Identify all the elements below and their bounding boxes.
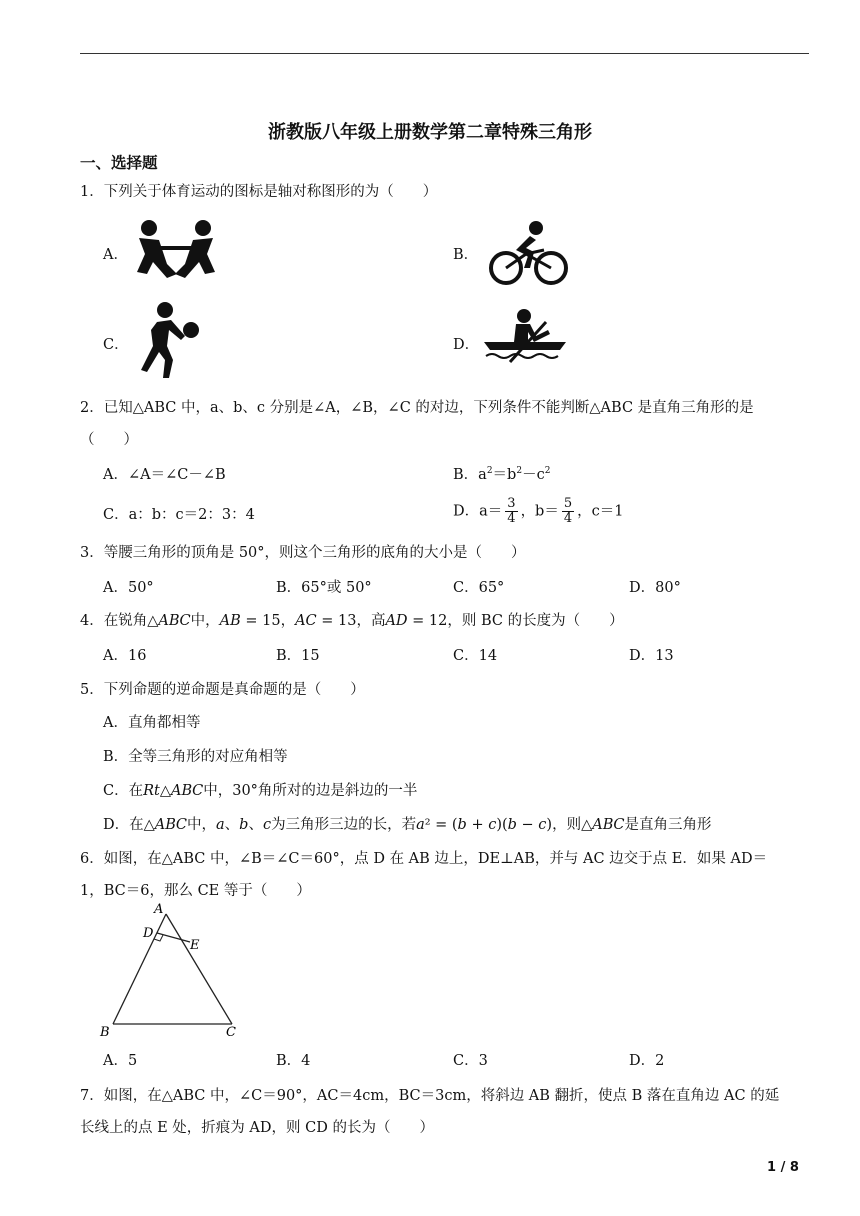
q3-option-c: C．65°	[453, 580, 505, 596]
label-c: C	[226, 1025, 236, 1040]
question-6-stem: 6．如图，在△ABC 中，∠B＝∠C＝60°，点 D 在 AB 边上，DE⊥AB，并与 AC 边交于点 E．如果 AD＝	[80, 851, 768, 867]
q5-option-d: D．在△𝐴𝐵𝐶中，𝑎、𝑏、𝑐为三角形三边的长，若𝑎² = (𝑏 + 𝑐)(𝑏 − 𝑐)，则△𝐴𝐵𝐶是直角三角形	[103, 817, 712, 833]
q4-option-c: C．14	[453, 648, 498, 664]
question-1-stem: 1．下列关于体育运动的图标是轴对称图形的为（ ）	[80, 184, 438, 200]
label-d: D	[143, 926, 154, 941]
label-e: E	[190, 938, 200, 953]
question-6-stem-cont: 1，BC＝6，那么 CE 等于（ ）	[80, 883, 311, 899]
q6-option-d: D．2	[629, 1053, 665, 1069]
label-a: A	[154, 902, 164, 917]
question-7-stem: 7．如图，在△ABC 中，∠C＝90°，AC＝4cm，BC＝3cm，将斜边 AB 翻折，使点 B 落在直角边 AC 的延	[80, 1088, 780, 1104]
q5-option-b: B．全等三角形的对应角相等	[103, 749, 288, 765]
q4-option-a: A．16	[103, 648, 147, 664]
q5-option-c: C．在𝑅𝑡△𝐴𝐵𝐶中，30°角所对的边是斜边的一半	[103, 783, 418, 799]
q4-option-d: D．13	[629, 648, 674, 664]
q1-option-c: C．	[103, 337, 129, 353]
section-heading: 一、选择题	[80, 154, 158, 172]
q5-option-a: A．直角都相等	[103, 715, 201, 731]
rowing-icon	[482, 308, 568, 364]
q4-option-b: B．15	[276, 648, 320, 664]
q2-option-a: A．∠A＝∠C－∠B	[103, 467, 226, 483]
page-title: 浙教版八年级上册数学第二章特殊三角形	[268, 122, 592, 143]
q1-option-b: B．	[453, 247, 479, 263]
question-2-stem-cont: （ ）	[80, 432, 138, 448]
q1-option-d: D．	[453, 337, 480, 353]
q6-option-b: B．4	[276, 1053, 311, 1069]
q2-option-c: C．a：b：c＝2：3：4	[103, 507, 255, 523]
q6-option-a: A．5	[103, 1053, 138, 1069]
q1-option-a: A．	[103, 247, 128, 263]
label-b: B	[100, 1025, 110, 1040]
question-7-stem-cont: 长线上的点 E 处，折痕为 AD，则 CD 的长为（ ）	[80, 1120, 434, 1136]
header-rule	[80, 53, 809, 54]
q6-option-c: C．3	[453, 1053, 488, 1069]
volleyball-icon	[131, 300, 203, 380]
q3-option-b: B．65°或 50°	[276, 580, 372, 596]
page-number: 1 / 8	[767, 1160, 799, 1175]
tug-of-war-icon	[133, 218, 217, 284]
question-4-stem: 4．在锐角△𝐴𝐵𝐶中，𝐴𝐵 = 15，𝐴𝐶 = 13，高𝐴𝐷 = 12，则 BC 的长度为（ ）	[80, 613, 624, 629]
q2-option-b: B．$a^2=b^2-c^2$	[453, 466, 551, 483]
triangle-figure	[96, 900, 246, 1040]
q2-option-d: D．a＝ $\frac{3}{4}$ ，b＝ $\frac{5}{4}$ ，c＝1	[453, 496, 624, 526]
question-3-stem: 3．等腰三角形的顶角是 50°，则这个三角形的底角的大小是（ ）	[80, 545, 526, 561]
q3-option-d: D．80°	[629, 580, 681, 596]
cycling-icon	[486, 220, 570, 286]
question-2-stem: 2．已知△ABC 中，a、b、c 分别是∠A，∠B，∠C 的对边，下列条件不能判断△ABC 是直角三角形的是	[80, 400, 754, 416]
question-5-stem: 5．下列命题的逆命题是真命题的是（ ）	[80, 682, 365, 698]
q3-option-a: A．50°	[103, 580, 154, 596]
